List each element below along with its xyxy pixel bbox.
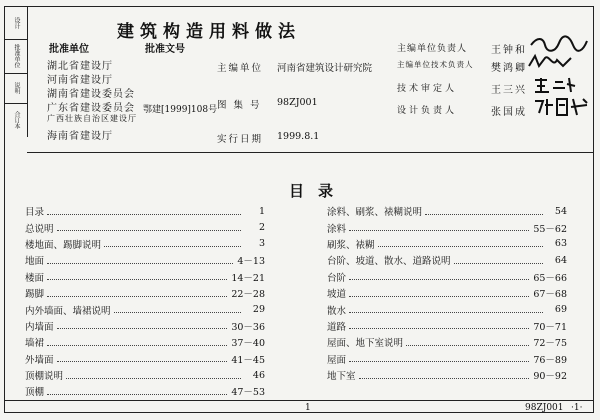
toc-entry-label: 散水 — [327, 305, 347, 317]
toc-entry-page: 22－28 — [231, 289, 265, 301]
toc-entry-page: 2 — [258, 222, 265, 234]
approval-unit: 广西壮族自治区建设厅 — [47, 114, 137, 123]
toc-entry[interactable] — [327, 367, 567, 383]
toc-entry-page: 72－75 — [533, 338, 567, 350]
toc-entry-page: 1 — [258, 205, 265, 217]
toc-entry-label: 坡道 — [327, 289, 347, 301]
signature — [527, 52, 575, 76]
toc-entry[interactable] — [327, 236, 567, 252]
resp-name: 王三兴 — [491, 85, 527, 96]
resp-role: 主编单位负责人 — [397, 44, 468, 54]
toc-entry[interactable] — [327, 351, 567, 367]
toc-entry-label: 楼地面、踢脚说明 — [25, 239, 102, 251]
toc-entry[interactable] — [25, 252, 265, 268]
toc-entry-label: 道路 — [327, 321, 347, 333]
toc-entry-label: 涂料、刷浆、裱糊说明 — [327, 207, 423, 219]
footer-divider — [5, 400, 593, 401]
page-number-right: ·1· — [571, 403, 583, 413]
approval-unit: 广东省建设委员会 — [47, 103, 135, 114]
toc-entry-page: 29 — [252, 304, 265, 316]
toc-entry-page: 37－40 — [231, 338, 265, 350]
header-divider — [27, 152, 593, 153]
sidebar-cell: 批准单位 — [13, 44, 20, 68]
toc-entry-page: 63 — [554, 238, 567, 250]
toc-entry-label: 台阶 — [327, 272, 347, 284]
toc-entry[interactable] — [327, 219, 567, 235]
toc-entry[interactable] — [327, 334, 567, 350]
toc-entry-label: 台阶、坡道、散水、道路说明 — [327, 256, 451, 268]
toc-entry-page: 3 — [258, 238, 265, 250]
toc-entry-label: 屋面、地下室说明 — [327, 338, 404, 350]
resp-role: 技术审定人 — [397, 84, 458, 94]
toc-entry[interactable] — [25, 334, 265, 350]
effective-date: 1999.8.1 — [277, 131, 320, 142]
toc-entry[interactable] — [25, 219, 265, 235]
toc-entry-page: 67－68 — [533, 289, 567, 301]
toc-entry-label: 外墙面 — [25, 354, 54, 366]
page-number-center: 1 — [305, 403, 311, 413]
sidebar — [5, 7, 28, 137]
info-label: 图 集 号 — [217, 100, 262, 111]
approval-unit: 海南省建设厅 — [47, 131, 113, 142]
toc-entry[interactable] — [25, 236, 265, 252]
toc-entry-label: 地下室 — [327, 371, 356, 383]
resp-role: 设计负责人 — [397, 106, 458, 116]
toc-entry[interactable] — [25, 383, 265, 399]
toc-entry[interactable] — [25, 285, 265, 301]
approval-doc-label: 批准文号 — [145, 44, 185, 55]
resp-name: 王钟和 — [491, 45, 527, 56]
toc-entry-page: 65－66 — [533, 272, 567, 284]
toc-entry-label: 内墙面 — [25, 321, 54, 333]
toc-entry-page: 64 — [554, 254, 567, 266]
toc-entry[interactable] — [327, 269, 567, 285]
approval-number: 鄂建[1999]108号 — [143, 105, 218, 115]
sidebar-cell: 说明 — [13, 82, 20, 94]
sidebar-cell: 合订本 — [13, 111, 20, 129]
approval-unit: 湖北省建设厅 — [47, 61, 113, 72]
page-frame — [4, 6, 594, 413]
toc-entry-page: 69 — [554, 304, 567, 316]
toc-entry-page: 70－71 — [533, 321, 567, 333]
toc-entry[interactable] — [327, 285, 567, 301]
toc-left-column — [25, 203, 265, 400]
toc-entry-page: 14－21 — [231, 272, 265, 284]
toc-entry[interactable] — [25, 301, 265, 317]
footer-atlas-number: 98ZJ001 — [525, 403, 564, 413]
toc-entry-label: 楼面 — [25, 272, 45, 284]
toc-entry-page: 4－13 — [237, 256, 265, 268]
toc-entry[interactable] — [327, 252, 567, 268]
info-label: 实行日期 — [217, 134, 264, 145]
atlas-number: 98ZJ001 — [277, 97, 318, 108]
info-value: 河南省建筑设计研究院 — [277, 63, 373, 74]
toc-entry[interactable] — [25, 351, 265, 367]
info-label: 主编单位 — [217, 63, 264, 74]
toc-entry[interactable] — [25, 269, 265, 285]
toc-entry[interactable] — [25, 203, 265, 219]
toc-entry[interactable] — [327, 301, 567, 317]
resp-role: 主编单位技术负责人 — [397, 60, 474, 69]
toc-entry-label: 墙裙 — [25, 338, 45, 350]
approval-unit: 湖南省建设委员会 — [47, 89, 135, 100]
toc-entry-page: 41－45 — [231, 354, 265, 366]
toc-entry-page: 90－92 — [533, 371, 567, 383]
toc-entry-label: 踢脚 — [25, 289, 45, 301]
toc-entry[interactable] — [25, 318, 265, 334]
toc-entry-label: 顶棚说明 — [25, 371, 64, 383]
toc-entry-page: 76－89 — [533, 354, 567, 366]
toc-entry-page: 47－53 — [231, 387, 265, 399]
toc-entry[interactable] — [25, 367, 265, 383]
approval-unit-label: 批准单位 — [49, 44, 89, 55]
toc-entry-label: 目录 — [25, 207, 45, 219]
toc-entry-page: 54 — [554, 205, 567, 217]
toc-entry-page: 55－62 — [533, 223, 567, 235]
signature — [533, 95, 589, 121]
toc-entry-label: 涂料 — [327, 223, 347, 235]
toc-title: 目录 — [289, 182, 348, 200]
toc-entry-label: 总说明 — [25, 223, 54, 235]
toc-entry-label: 屋面 — [327, 354, 347, 366]
toc-right-column — [327, 203, 567, 383]
toc-entry-label: 内外墙面、墙裙说明 — [25, 305, 111, 317]
toc-entry-label: 顶棚 — [25, 387, 45, 399]
resp-name: 樊鸿卿 — [491, 63, 527, 74]
page-title: 建筑构造用料做法 — [117, 22, 301, 42]
toc-entry-page: 46 — [252, 369, 265, 381]
toc-entry-label: 刷浆、裱糊 — [327, 239, 375, 251]
sidebar-cell: 设计 — [13, 17, 20, 29]
resp-name: 张国成 — [491, 107, 527, 118]
toc-entry[interactable] — [327, 203, 567, 219]
toc-entry[interactable] — [327, 318, 567, 334]
toc-entry-label: 地面 — [25, 256, 45, 268]
toc-entry-page: 30－36 — [231, 321, 265, 333]
approval-unit: 河南省建设厅 — [47, 75, 113, 86]
